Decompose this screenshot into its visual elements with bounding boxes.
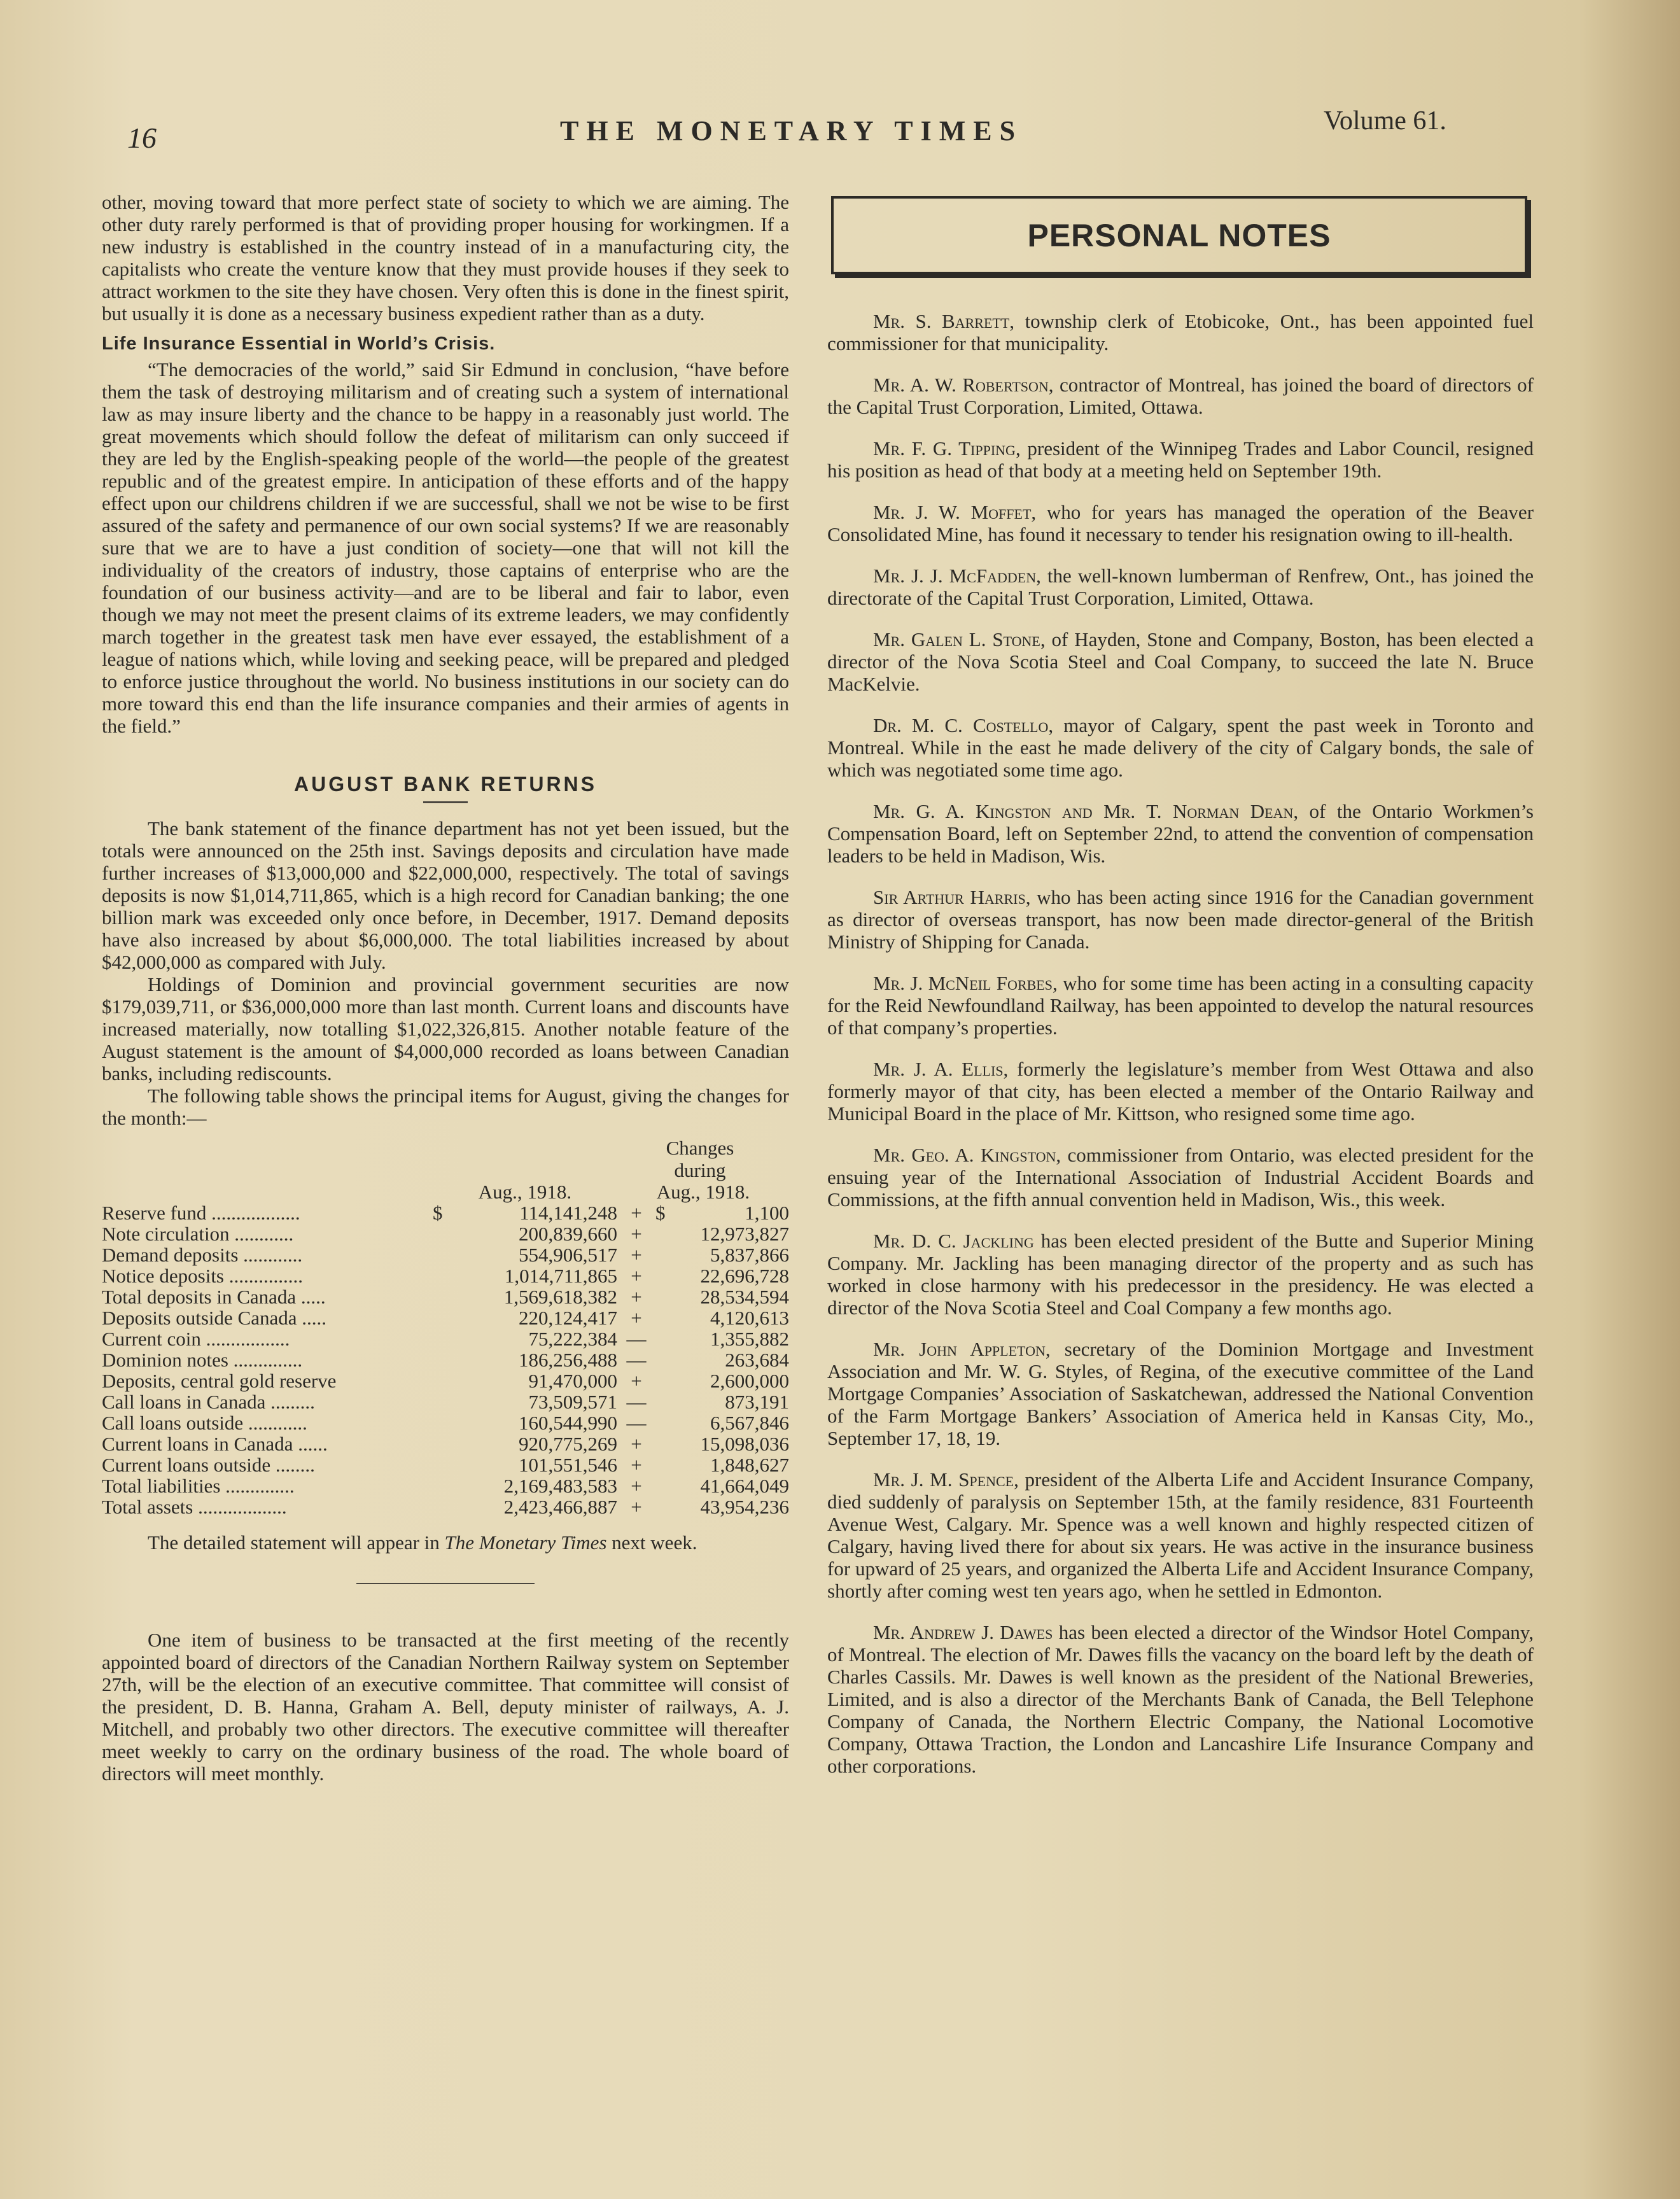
- table-row: [102, 1244, 789, 1265]
- row-dollar-sign: [433, 1265, 452, 1286]
- row-change: 41,664,049: [700, 1475, 789, 1497]
- note-text: commissioner from Ontario, was elected president for the ensuing year of the International Association of Industrial Accident Boards and Commissions, at the fifth annual convention held in Madison, Wis., this week.: [827, 1144, 1534, 1211]
- personal-note: [827, 501, 1534, 545]
- row-change-dollar-sign: [655, 1328, 668, 1349]
- note-text: who has been acting since 1916 for the Canadian government as director of overseas transport, has now been made director-general of the British Ministry of Shipping for Canada.: [827, 886, 1534, 953]
- table-row: [102, 1328, 789, 1349]
- note-person-name: Mr. Geo. A. Kingston,: [873, 1144, 1061, 1166]
- bank-paragraph-1: The bank statement of the finance department has not yet been issued, but the totals were announced on the 25th inst. Savings deposits and circulation have made further increases of $13,000,000 and $22,000,000, respectively. The total of savings deposits is now $1,014,711,865, which is a high record for Canadian banking; the one billion mark was exceeded only once before, in December, 1917. Demand deposits have also increased by about $6,000,000. The total liabilities increased by about $42,000,000 as compared with July.: [102, 817, 789, 973]
- detail-text-before: The detailed statement will appear in: [148, 1531, 445, 1554]
- bank-returns-table: [102, 1181, 789, 1517]
- table-row: [102, 1496, 789, 1517]
- note-text: who for years has managed the operation of the Beaver Consolidated Mine, has found it necessary to tender his resignation owing to ill-health.: [827, 501, 1534, 545]
- row-amount: 2,423,466,887: [503, 1496, 617, 1518]
- note-text: formerly the legislature’s member from West Ottawa and also formerly mayor of that city, has been elected a member of the Ontario Railway and Municipal Board in the place of Mr. Kittson, who resigned some time ago.: [827, 1058, 1534, 1125]
- row-dollar-sign: [433, 1349, 452, 1370]
- row-label: Dominion notes ..............: [102, 1349, 303, 1371]
- note-text: of Hayden, Stone and Company, Boston, has been elected a director of the Nova Scotia Steel and Coal Company, to succeed the late N. Bruce MacKelvie.: [827, 628, 1534, 695]
- note-text: has been elected president of the Butte and Superior Mining Company. Mr. Jackling has been managing director of the property and as such has worked in close harmony with his predecessor in the presidency. He was elected a director of the Nova Scotia Steel and Coal Company a few months ago.: [827, 1230, 1534, 1319]
- row-change-sign: +: [631, 1370, 642, 1392]
- note-text: who for some time has been acting in a consulting capacity for the Reid Newfoundland Railway, has been appointed to develop the natural resources of that company’s properties.: [827, 972, 1534, 1039]
- row-change: 1,100: [745, 1202, 789, 1224]
- table-row: [102, 1265, 789, 1286]
- personal-note: [827, 714, 1534, 781]
- table-row: [102, 1223, 789, 1244]
- row-label: Total assets ..................: [102, 1496, 287, 1518]
- row-dollar-sign: [433, 1454, 452, 1475]
- row-change-sign: +: [631, 1223, 642, 1245]
- note-text: township clerk of Etobicoke, Ont., has been appointed fuel commissioner for that municipality.: [827, 310, 1534, 355]
- note-text: the well-known lumberman of Renfrew, Ont., has joined the directorate of the Capital Trust Corporation, Limited, Ottawa.: [827, 565, 1534, 609]
- row-change-dollar-sign: [655, 1412, 668, 1433]
- row-amount: 220,124,417: [519, 1307, 617, 1329]
- life-insurance-subhead: Life Insurance Essential in World’s Crisis.: [102, 334, 496, 354]
- row-change-sign: +: [631, 1475, 642, 1497]
- note-person-name: Mr. J. A. Ellis,: [873, 1058, 1009, 1080]
- table-row: [102, 1475, 789, 1496]
- row-change-dollar-sign: [655, 1286, 668, 1307]
- row-dollar-sign: [433, 1475, 452, 1496]
- row-change-sign: —: [626, 1328, 647, 1350]
- row-label: Total deposits in Canada .....: [102, 1286, 326, 1308]
- note-text: president of the Alberta Life and Accident Insurance Company, died suddenly of paralysis on September 15th, at the family residence, 831 Fourteenth Avenue West, Calgary. Mr. Spence was a well known and highly respected citizen of Calgary, having lived there for about six years. He was active in the insurance business for upward of 25 years, and organized the Alberta Life and Accident Insurance Company, shortly after coming west ten years ago, when he settled in Edmonton.: [827, 1468, 1534, 1602]
- title-rule: [423, 801, 468, 803]
- row-change-sign: +: [631, 1202, 642, 1224]
- note-text: contractor of Montreal, has joined the board of directors of the Capital Trust Corporation, Limited, Ottawa.: [827, 374, 1534, 418]
- row-change-dollar-sign: [655, 1433, 668, 1454]
- row-label: Current loans outside ........: [102, 1454, 315, 1476]
- row-dollar-sign: [433, 1412, 452, 1433]
- personal-notes-title: PERSONAL NOTES: [1027, 217, 1331, 253]
- left-column: [102, 191, 789, 2119]
- row-change-dollar-sign: [655, 1370, 668, 1391]
- row-change: 12,973,827: [700, 1223, 789, 1245]
- row-amount: 75,222,384: [528, 1328, 617, 1350]
- row-dollar-sign: [433, 1286, 452, 1307]
- opening-paragraph: other, moving toward that more perfect state of society to which we are aiming. The other duty rarely performed is that of providing proper housing for workingmen. If a new industry is established in the country instead of in a manufacturing city, the capitalists who create the venture know that they must provide houses if they seek to attract workmen to the site they have chosen. Very often this is done in the finest spirit, but usually it is done as a necessary business expedient rather than as a duty.: [102, 191, 789, 325]
- table-header-row: [102, 1181, 789, 1202]
- amount-header: Aug., 1918.: [478, 1181, 572, 1203]
- personal-note: [827, 628, 1534, 695]
- row-change: 22,696,728: [700, 1265, 789, 1287]
- bank-returns-title: AUGUST BANK RETURNS: [294, 773, 597, 796]
- row-dollar-sign: $: [433, 1202, 443, 1224]
- bank-returns-table-wrap: [102, 1137, 789, 1517]
- row-change-dollar-sign: [655, 1307, 668, 1328]
- row-label: Reserve fund ..................: [102, 1202, 300, 1224]
- row-change: 263,684: [725, 1349, 789, 1371]
- row-change: 43,954,236: [700, 1496, 789, 1518]
- note-person-name: Mr. A. W. Robertson,: [873, 374, 1054, 396]
- detail-text-after: next week.: [606, 1531, 697, 1554]
- page-number: 16: [127, 122, 157, 154]
- table-row: [102, 1454, 789, 1475]
- quote-paragraph: “The democracies of the world,” said Sir Edmund in conclusion, “have before them the task of destroying militarism and of creating such a system of international law as may insure liberty and the chance to be happy in a reasonably just world. The great movements which should follow the defeat of militarism can only succeed if they are led by the English-speaking people of the world—the people of the greatest republic and of the greatest empire. In anticipation of these efforts and of the happy effect upon our childrens children if we are successful, shall we not be wise to be first assured of the safety and permanence of our own social systems? If we are reasonably sure that we are to have a just condition of society—one that will not kill the individuality of the creators of industry, those captains of enterprise who are the foundation of our business activity—and are to be liberal and fair to labor, even though we may not meet the present claims of its extreme leaders, we may confidently march together in the greatest task men have ever essayed, the establishment of a league of nations which, while loving and seeking peace, will be prepared and pledged to enforce justice throughout the world. No business institutions in our society can do more toward this end than the life insurance companies and their armies of agents in the field.”: [102, 358, 789, 737]
- note-person-name: Mr. J. McNeil Forbes,: [873, 972, 1058, 994]
- personal-note: [827, 565, 1534, 609]
- table-body: [102, 1202, 789, 1517]
- note-person-name: Mr. J. M. Spence,: [873, 1468, 1019, 1491]
- changes-header-line-2: during: [674, 1159, 726, 1181]
- row-change-sign: +: [631, 1244, 642, 1266]
- railway-paragraph: One item of business to be transacted at the first meeting of the recently appointed board of directors of the Canadian Northern Railway system on September 27th, will be the election of an executive committee. That committee will consist of the president, D. B. Hanna, Graham A. Bell, deputy minister of railways, A. J. Mitchell, and probably two other directors. The executive committee will thereafter meet weekly to carry on the ordinary business of the road. The whole board of directors will meet monthly.: [102, 1629, 789, 1785]
- row-change-dollar-sign: [655, 1391, 668, 1412]
- row-amount: 114,141,248: [519, 1202, 617, 1224]
- note-text: has been elected a director of the Windsor Hotel Company, of Montreal. The election of Mr. Dawes fills the vacancy on the board left by the death of Charles Cassils. Mr. Dawes is well known as the president of the National Breweries, Limited, and is also a director of the Merchants Bank of Canada, the Bell Telephone Company of Canada, the Northern Electric Company, the National Locomotive Company, Ottawa Traction, the London and Lancashire Life Insurance Company and other corporations.: [827, 1621, 1534, 1777]
- note-person-name: Mr. Andrew J. Dawes: [873, 1621, 1053, 1643]
- bank-paragraph-2: Holdings of Dominion and provincial government securities are now $179,039,711, or $36,000,000 more than last month. Current loans and discounts have increased materially, now totalling $1,022,326,815. Another notable feature of the August statement is the amount of $4,000,000 recorded as loans between Canadian banks, including rediscounts.: [102, 973, 789, 1085]
- publication-title: THE MONETARY TIMES: [560, 115, 1023, 146]
- detail-statement: [102, 1531, 789, 1554]
- personal-note: [827, 972, 1534, 1039]
- section-divider: [356, 1583, 535, 1584]
- row-amount: 160,544,990: [519, 1412, 617, 1434]
- personal-notes-box: [831, 196, 1527, 274]
- table-row: [102, 1349, 789, 1370]
- bank-paragraph-3: The following table shows the principal items for August, giving the changes for the month:—: [102, 1085, 789, 1129]
- personal-note: [827, 310, 1534, 355]
- row-label: Note circulation ............: [102, 1223, 294, 1245]
- row-dollar-sign: [433, 1307, 452, 1328]
- row-amount: 200,839,660: [519, 1223, 617, 1245]
- row-dollar-sign: [433, 1391, 452, 1412]
- row-label: Deposits, central gold reserve: [102, 1370, 337, 1392]
- table-row: [102, 1391, 789, 1412]
- personal-note: [827, 1058, 1534, 1125]
- table-row: [102, 1286, 789, 1307]
- row-change: 28,534,594: [700, 1286, 789, 1308]
- note-person-name: Mr. John Appleton,: [873, 1338, 1051, 1360]
- note-person-name: Mr. S. Barrett,: [873, 310, 1015, 332]
- row-change: 15,098,036: [700, 1433, 789, 1455]
- row-amount: 101,551,546: [519, 1454, 617, 1476]
- row-amount: 73,509,571: [528, 1391, 617, 1413]
- row-dollar-sign: [433, 1328, 452, 1349]
- row-amount: 1,014,711,865: [504, 1265, 617, 1287]
- personal-note: [827, 1230, 1534, 1319]
- changes-header-line-1: Changes: [666, 1137, 734, 1159]
- row-change-dollar-sign: [655, 1454, 668, 1475]
- row-change-sign: +: [631, 1433, 642, 1455]
- personal-note: [827, 1468, 1534, 1602]
- personal-note: [827, 886, 1534, 953]
- row-change-sign: —: [626, 1412, 647, 1434]
- note-person-name: Mr. F. G. Tipping,: [873, 437, 1021, 460]
- row-change-sign: —: [626, 1349, 647, 1371]
- table-row: [102, 1412, 789, 1433]
- row-change-dollar-sign: [655, 1475, 668, 1496]
- right-column: [827, 191, 1534, 2119]
- personal-note: [827, 1338, 1534, 1449]
- row-amount: 91,470,000: [528, 1370, 617, 1392]
- row-change: 5,837,866: [710, 1244, 789, 1266]
- row-change-sign: +: [631, 1496, 642, 1518]
- note-person-name: Mr. G. A. Kingston and Mr. T. Norman Dean,: [873, 800, 1299, 822]
- row-label: Deposits outside Canada .....: [102, 1307, 327, 1329]
- row-change-sign: +: [631, 1307, 642, 1329]
- row-change: 1,848,627: [710, 1454, 789, 1476]
- row-amount: 554,906,517: [519, 1244, 617, 1266]
- row-label: Current loans in Canada ......: [102, 1433, 328, 1455]
- row-change-sign: —: [626, 1391, 647, 1413]
- row-amount: 186,256,488: [519, 1349, 617, 1371]
- row-label: Call loans outside ............: [102, 1412, 307, 1434]
- note-person-name: Mr. J. W. Moffet,: [873, 501, 1037, 523]
- row-change-sign: +: [631, 1286, 642, 1308]
- note-text: mayor of Calgary, spent the past week in Toronto and Montreal. While in the east he made delivery of the city of Calgary bonds, the sale of which was negotiated some time ago.: [827, 714, 1534, 781]
- row-change-sign: +: [631, 1265, 642, 1287]
- note-person-name: Mr. J. J. McFadden,: [873, 565, 1041, 587]
- row-change: 1,355,882: [710, 1328, 789, 1350]
- row-change-dollar-sign: [655, 1223, 668, 1244]
- row-dollar-sign: [433, 1496, 452, 1517]
- row-change: 6,567,846: [710, 1412, 789, 1434]
- row-change-sign: +: [631, 1454, 642, 1476]
- row-change: 2,600,000: [710, 1370, 789, 1392]
- note-text: secretary of the Dominion Mortgage and Investment Association and Mr. W. G. Styles, of Regina, of the executive committee of the Land Mortgage Companies’ Association of Saskatchewan, addressed the National Convention of the Farm Mortgage Bankers’ Association of America held in Kansas City, Mo., September 17, 18, 19.: [827, 1338, 1534, 1449]
- row-dollar-sign: [433, 1433, 452, 1454]
- personal-notes-list: [827, 310, 1534, 1777]
- table-row: [102, 1307, 789, 1328]
- row-amount: 2,169,483,583: [503, 1475, 617, 1497]
- row-change-dollar-sign: $: [655, 1202, 666, 1224]
- row-label: Call loans in Canada .........: [102, 1391, 315, 1413]
- changes-header: [624, 1137, 776, 1181]
- personal-note: [827, 800, 1534, 867]
- note-person-name: Dr. M. C. Costello,: [873, 714, 1054, 736]
- label-header: [102, 1181, 433, 1202]
- row-change-dollar-sign: [655, 1265, 668, 1286]
- row-label: Demand deposits ............: [102, 1244, 303, 1266]
- personal-note: [827, 1144, 1534, 1211]
- row-change-dollar-sign: [655, 1244, 668, 1265]
- row-dollar-sign: [433, 1244, 452, 1265]
- volume-label: Volume 61.: [1324, 106, 1446, 136]
- row-label: Total liabilities ..............: [102, 1475, 295, 1497]
- change-header: Aug., 1918.: [656, 1181, 750, 1203]
- note-text: of the Ontario Workmen’s Compensation Board, left on September 22nd, to attend the convention of compensation leaders to be held in Madison, Wis.: [827, 800, 1534, 867]
- personal-note: [827, 374, 1534, 418]
- row-dollar-sign: [433, 1370, 452, 1391]
- row-amount: 920,775,269: [519, 1433, 617, 1455]
- note-person-name: Sir Arthur Harris,: [873, 886, 1031, 908]
- row-label: Current coin .................: [102, 1328, 290, 1350]
- table-row: [102, 1202, 789, 1223]
- row-change: 873,191: [725, 1391, 789, 1413]
- personal-note: [827, 437, 1534, 482]
- row-change-dollar-sign: [655, 1496, 668, 1517]
- row-dollar-sign: [433, 1223, 452, 1244]
- row-amount: 1,569,618,382: [503, 1286, 617, 1308]
- page-header: [0, 95, 1680, 172]
- note-text: president of the Winnipeg Trades and Labor Council, resigned his position as head of that body at a meeting held on September 19th.: [827, 437, 1534, 482]
- table-row: [102, 1370, 789, 1391]
- detail-text-italic: The Monetary Times: [444, 1531, 607, 1554]
- note-person-name: Mr. Galen L. Stone,: [873, 628, 1046, 650]
- row-label: Notice deposits ...............: [102, 1265, 303, 1287]
- note-person-name: Mr. D. C. Jackling: [873, 1230, 1034, 1252]
- personal-note: [827, 1621, 1534, 1777]
- row-change: 4,120,613: [710, 1307, 789, 1329]
- table-row: [102, 1433, 789, 1454]
- row-change-dollar-sign: [655, 1349, 668, 1370]
